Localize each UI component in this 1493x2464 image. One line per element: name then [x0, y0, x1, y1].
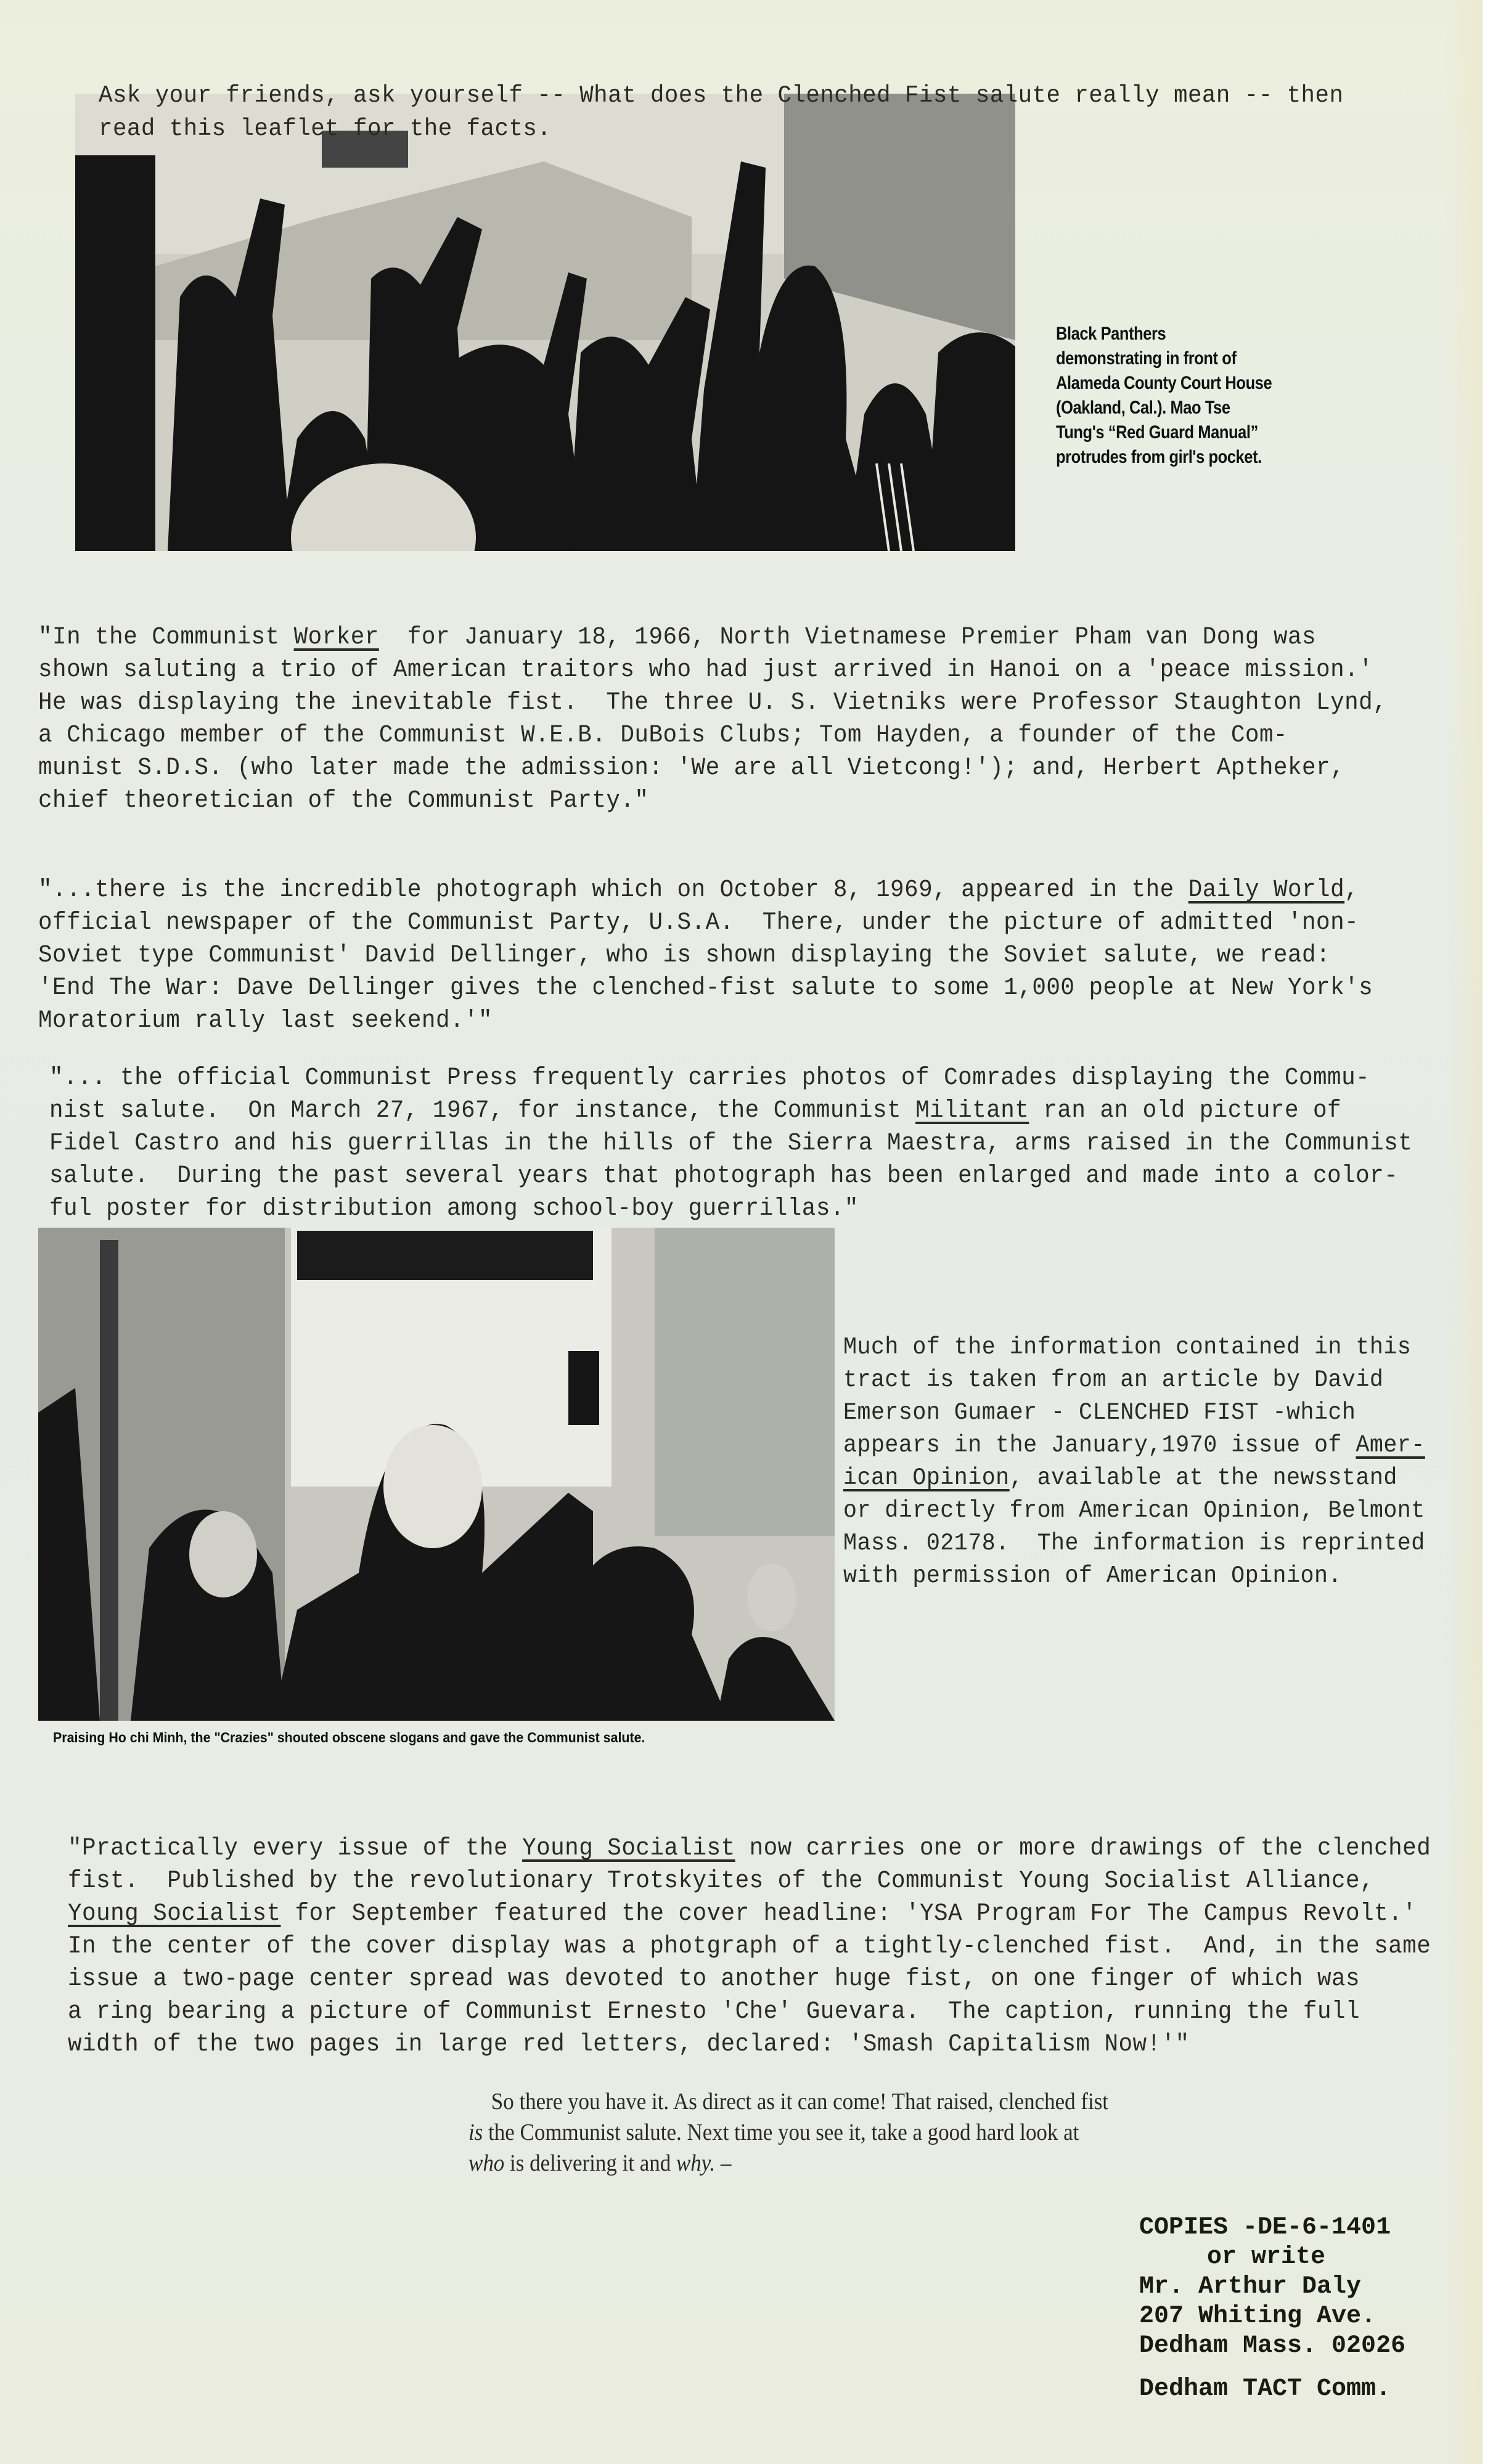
note-line: Much of the information contained in this	[843, 1334, 1412, 1361]
text: now carries one or more drawings of the clenched	[735, 1835, 1431, 1862]
organization: Dedham TACT Comm.	[1139, 2375, 1391, 2403]
quote-line: width of the two pages in large red letters, declared: 'Smash Capitalism Now!'"	[68, 2031, 1190, 2058]
conclusion-line	[468, 2117, 1108, 2148]
quote-line	[38, 874, 1373, 907]
intro-line: Ask your friends, ask yourself -- What does the Clenched Fist salute really mean -- then	[99, 82, 1344, 109]
text: for September featured the cover headline: 'YSA Program For The Campus Revolt.'	[280, 1900, 1417, 1928]
contact-block	[1139, 2184, 1405, 2434]
note-line: Emerson Gumaer - CLENCHED FIST -which	[843, 1399, 1356, 1426]
publication-young-socialist: Young Socialist	[68, 1900, 281, 1928]
quote-line: salute. During the past several years that photograph has been enlarged and made into a color-	[49, 1162, 1399, 1190]
quote-militant	[49, 1029, 1412, 1258]
copies-phone: COPIES -DE-6-1401	[1139, 2214, 1391, 2242]
quote-line: chief theoretician of the Communist Party."	[38, 787, 649, 815]
intro-line: read this leaflet for the facts.	[99, 115, 552, 142]
text: "Practically every issue of the	[68, 1835, 523, 1862]
quote-line: a Chicago member of the Communist W.E.B. DuBois Clubs; Tom Hayden, a founder of the Com-	[38, 722, 1288, 749]
note-line: or directly from American Opinion, Belmont	[843, 1497, 1425, 1524]
or-write: or write	[1207, 2243, 1326, 2271]
text: "In the Communist	[38, 624, 294, 651]
caption-line: protrudes from girl's pocket.	[1056, 447, 1262, 467]
quote-line	[68, 1832, 1431, 1865]
intro-text	[99, 12, 1343, 179]
caption-line: Alameda County Court House	[1056, 373, 1272, 393]
crazies-photo	[38, 1228, 835, 1721]
quote-line	[68, 1898, 1431, 1930]
publication-american-opinion: Amer-	[1356, 1432, 1425, 1459]
text: , available at the newsstand	[1009, 1464, 1397, 1491]
note-line: tract is taken from an article by David	[843, 1366, 1384, 1393]
note-line: with permission of American Opinion.	[843, 1562, 1342, 1589]
emphasis: who	[468, 2150, 505, 2176]
text: for January 18, 1966, North Vietnamese Premier Pham van Dong was	[378, 624, 1317, 651]
note-line	[843, 1429, 1425, 1462]
quote-line: a ring bearing a picture of Communist Ernesto 'Che' Guevara. The caption, running the full	[68, 1998, 1360, 2026]
contact-name: Mr. Arthur Daly	[1139, 2273, 1362, 2301]
quote-line	[38, 621, 1387, 654]
quote-line: "... the official Communist Press frequently carries photos of Comrades displaying the Commu-	[49, 1064, 1370, 1092]
caption-line: Tung's “Red Guard Manual”	[1056, 422, 1258, 443]
text: nist salute. On March 27, 1967, for instance, the Communist	[49, 1097, 916, 1125]
quote-young-socialist	[68, 1800, 1431, 2094]
quote-line: ful poster for distribution among school-boy guerrillas."	[49, 1195, 859, 1223]
publication-militant: Militant	[915, 1097, 1029, 1125]
emphasis: is	[468, 2119, 483, 2145]
emphasis: why.	[676, 2150, 716, 2176]
photo2-caption: Praising Ho chi Minh, the "Crazies" shouted obscene slogans and gave the Communist salute.	[53, 1729, 645, 1745]
text: appears in the January,1970 issue of	[843, 1432, 1356, 1459]
publication-american-opinion: ican Opinion	[843, 1464, 1010, 1491]
quote-line: shown saluting a trio of American traitors who had just arrived in Hanoi on a 'peace mission.'	[38, 656, 1373, 684]
conclusion	[468, 2055, 1108, 2209]
conclusion-line: So there you have it. As direct as it can come! That raised, clenched fist	[491, 2089, 1109, 2115]
quote-line: munist S.D.S. (who later made the admission: 'We are all Vietcong!'); and, Herbert Aptheker,	[38, 754, 1345, 782]
quote-line: Fidel Castro and his guerrillas in the hills of the Sierra Maestra, arms raised in the Communist	[49, 1130, 1413, 1157]
quote-line: Soviet type Communist' David Dellinger, who is shown displaying the Soviet salute, we read:	[38, 942, 1331, 969]
quote-worker	[38, 589, 1387, 850]
caption-line: demonstrating in front of	[1056, 348, 1237, 369]
publication-worker: Worker	[293, 624, 379, 651]
photo-illustration	[38, 1228, 835, 1721]
text: "...there is the incredible photograph which on October 8, 1969, appeared in the	[38, 876, 1188, 904]
photo1-caption	[1056, 272, 1272, 494]
quote-line: Moratorium rally last seekend.'"	[38, 1007, 493, 1035]
publication-young-socialist: Young Socialist	[522, 1835, 735, 1862]
text: ran an old picture of	[1029, 1097, 1342, 1125]
quote-line: In the center of the cover display was a photgraph of a tightly-clenched fist. And, in the same	[68, 1933, 1431, 1960]
text: –	[715, 2150, 732, 2176]
quote-line: fist. Published by the revolutionary Trotskyites of the Communist Young Socialist Alliance,	[68, 1867, 1375, 1895]
quote-line: 'End The War: Dave Dellinger gives the clenched-fist salute to some 1,000 people at New York's	[38, 974, 1373, 1002]
note-line	[843, 1462, 1425, 1495]
source-note	[843, 1299, 1425, 1625]
contact-city: Dedham Mass. 02026	[1139, 2332, 1406, 2360]
contact-street: 207 Whiting Ave.	[1139, 2303, 1376, 2330]
publication-daily-world: Daily World	[1188, 876, 1345, 904]
text: ,	[1344, 876, 1359, 904]
caption-line: Black Panthers	[1056, 324, 1166, 344]
quote-line: issue a two-page center spread was devoted to another huge fist, on one finger of which was	[68, 1965, 1360, 1993]
caption-line: (Oakland, Cal.). Mao Tse	[1056, 398, 1230, 418]
quote-line: official newspaper of the Communist Party, U.S.A. There, under the picture of admitted 'non-	[38, 909, 1359, 937]
conclusion-line	[468, 2148, 1108, 2179]
note-line: Mass. 02178. The information is reprinted	[843, 1530, 1425, 1557]
quote-line: He was displaying the inevitable fist. The three U. S. Vietniks were Professor Staughton Lynd,	[38, 689, 1388, 717]
text: the Communist salute. Next time you see it, take a good hard look at	[483, 2119, 1079, 2145]
quote-line	[49, 1095, 1412, 1127]
text: is delivering it and	[504, 2150, 676, 2176]
